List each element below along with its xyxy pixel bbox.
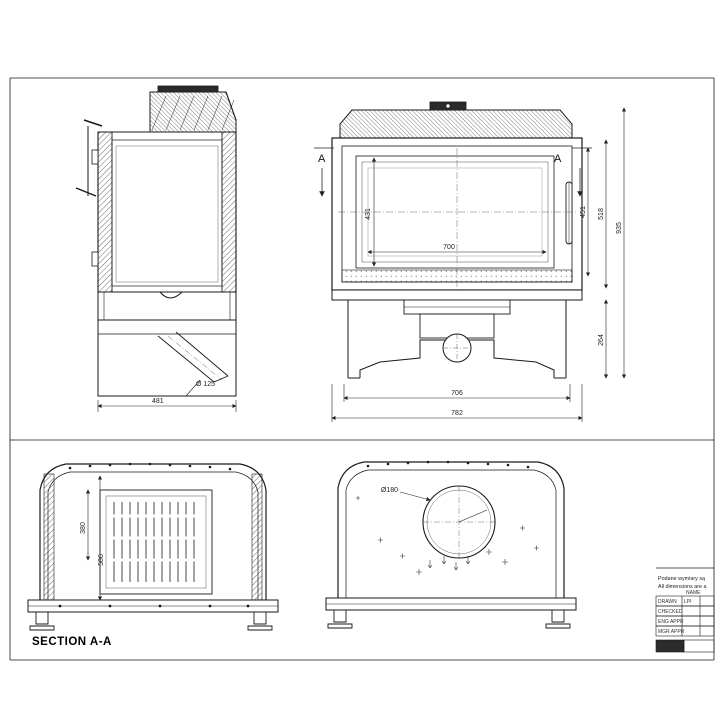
dim-glass-height-431: 431 — [365, 208, 372, 220]
svg-text:A: A — [554, 153, 562, 165]
dim-base-height-264: 264 — [598, 334, 605, 346]
title-block-row-eng-appr: ENG APPR — [658, 619, 684, 625]
dim-total-height-935: 935 — [616, 222, 623, 234]
title-block-name-header: NAME — [686, 590, 701, 596]
dim-body-width-706: 706 — [451, 390, 463, 397]
dim-inner-380: 380 — [80, 522, 87, 534]
dim-inner-586: 586 — [98, 554, 105, 566]
dim-total-width-782: 782 — [451, 410, 463, 417]
title-block-row-checked: CHECKED — [658, 609, 683, 615]
title-block-row-drawn: DRAWN — [658, 599, 677, 605]
section-title: SECTION A-A — [32, 636, 112, 648]
dim-body-height-518: 518 — [598, 208, 605, 220]
dim-depth-481: 481 — [152, 398, 164, 405]
note-line-2: All dimensions are a — [658, 584, 707, 590]
title-block-row-mgr-appr: MGR APPR — [658, 629, 685, 635]
top-plan-view — [326, 461, 576, 628]
dim-flue-180: Ø180 — [380, 487, 398, 494]
title-block-value-drawn: LPI — [684, 599, 692, 605]
svg-text:A: A — [318, 153, 326, 165]
dim-glass-width-700: 700 — [443, 244, 455, 251]
dim-door-height-451: 451 — [580, 206, 587, 218]
note-line-1: Podane wymiary są — [658, 576, 706, 582]
dim-flue-diameter: Ø 125 — [196, 381, 216, 388]
